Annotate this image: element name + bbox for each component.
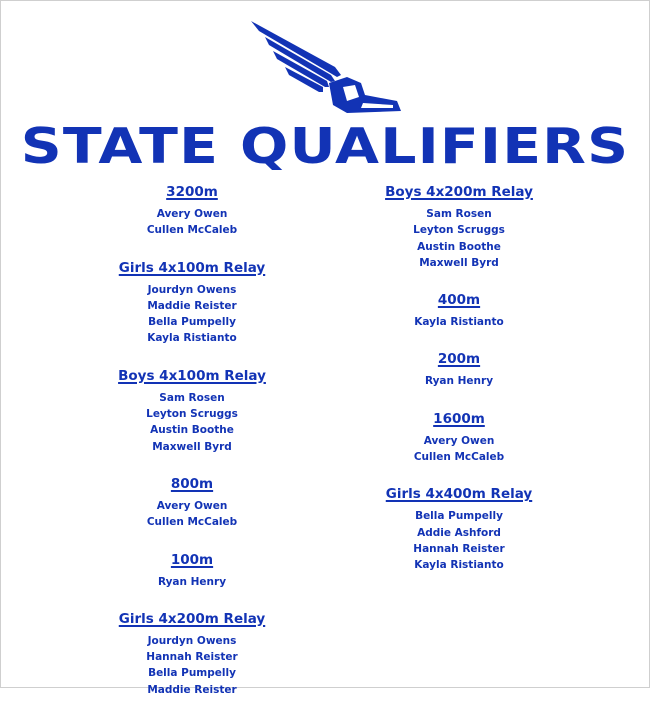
athlete-name: Austin Boothe — [417, 240, 501, 253]
event-name: Girls 4x200m Relay — [118, 610, 266, 627]
event-block — [339, 290, 579, 330]
athlete-name: Avery Owen — [423, 434, 495, 447]
event-name: 3200m — [166, 184, 218, 200]
athlete-name: Sam Rosen — [426, 208, 492, 220]
athlete-name: Cullen McCaleb — [146, 224, 238, 237]
event-name: 800m — [170, 475, 214, 492]
athlete-name: Ryan Henry — [424, 375, 494, 388]
event-block — [72, 550, 312, 590]
event-name: Girls 4x100m Relay — [118, 259, 266, 276]
athlete-name: Kayla Ristianto — [147, 332, 237, 345]
athlete-name: Austin Boothe — [150, 424, 234, 437]
event-block — [339, 182, 579, 271]
athlete-name: Cullen McCaleb — [146, 516, 238, 529]
page-title: STATE QUALIFIERS — [20, 118, 630, 175]
athlete-name: Hannah Reister — [413, 542, 505, 555]
athlete-name: Kayla Ristianto — [414, 559, 504, 572]
athlete-name: Hannah Reister — [146, 651, 238, 664]
athlete-name: Maddie Reister — [147, 683, 237, 696]
event-block — [72, 258, 312, 347]
right-column — [339, 182, 579, 593]
event-block — [72, 182, 312, 239]
athlete-name: Avery Owen — [156, 499, 228, 512]
event-block — [339, 349, 579, 389]
event-name: 1600m — [433, 410, 485, 427]
winged-foot-icon — [247, 19, 407, 119]
athlete-name: Bella Pumpelly — [148, 667, 236, 680]
left-column — [72, 182, 312, 717]
athlete-name: Ryan Henry — [157, 575, 227, 588]
athlete-name: Sam Rosen — [159, 391, 225, 404]
event-block — [72, 366, 312, 455]
athlete-name: Bella Pumpelly — [415, 510, 503, 523]
athlete-name: Jourdyn Owens — [147, 634, 237, 647]
event-name: Boys 4x200m Relay — [385, 184, 533, 200]
event-name: 200m — [437, 351, 481, 368]
event-name: Boys 4x100m Relay — [118, 367, 266, 384]
athlete-name: Addie Ashford — [417, 526, 501, 539]
event-name: 400m — [437, 292, 481, 309]
athlete-name: Maxwell Byrd — [419, 256, 499, 269]
athlete-name: Maxwell Byrd — [152, 440, 232, 453]
athlete-name: Avery Owen — [156, 208, 228, 220]
athlete-name: Kayla Ristianto — [414, 316, 504, 329]
event-block — [339, 409, 579, 466]
athlete-name: Bella Pumpelly — [148, 316, 236, 329]
event-block — [72, 474, 312, 531]
event-block — [339, 484, 579, 573]
event-name: 100m — [170, 551, 214, 568]
athlete-name: Cullen McCaleb — [413, 451, 505, 464]
athlete-name: Jourdyn Owens — [147, 283, 237, 296]
athlete-name: Leyton Scruggs — [146, 408, 238, 421]
athlete-name: Leyton Scruggs — [413, 224, 505, 237]
event-name: Girls 4x400m Relay — [385, 486, 533, 503]
event-block — [72, 609, 312, 698]
athlete-name: Maddie Reister — [147, 299, 237, 312]
